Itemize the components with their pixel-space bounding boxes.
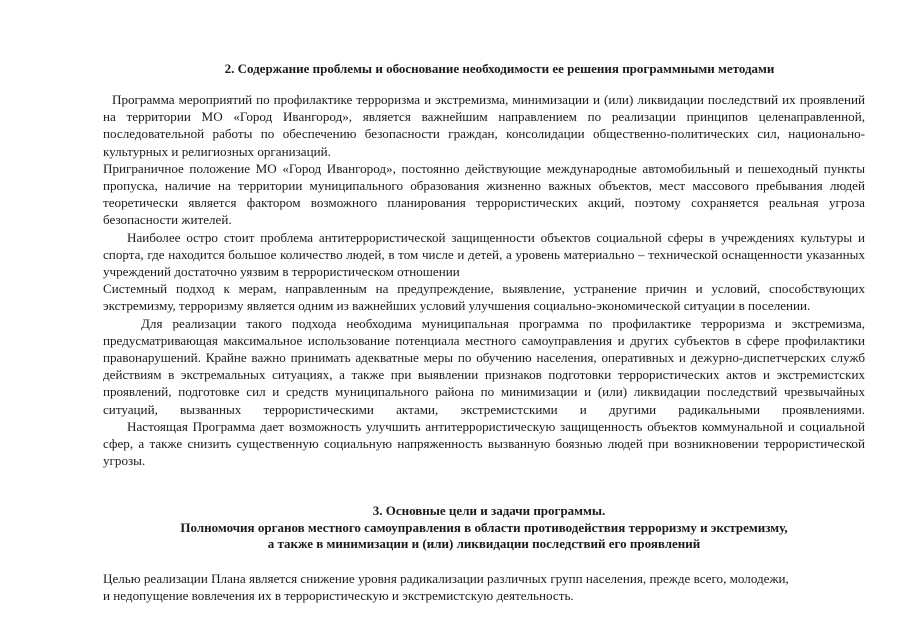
section-3-subtitle-line1: Полномочия органов местного самоуправления в области противодействия терроризму и экстремизму, [180,519,788,535]
goal-paragraph [103,570,865,604]
section-3-heading [103,503,865,553]
section-2-heading: 2. Содержание проблемы и обоснование необходимости ее решения программными методами [224,61,775,76]
paragraph-system-approach: Системный подход к мерам, направленным на предупреждение, выявление, устранение причин и условий, способствующих экстремизму, терроризму является одним из важнейших условий улучшения социально-экономической ситуации в поселении. [103,281,865,314]
paragraph-border-position: Приграничное положение МО «Город Ивангород», постоянно действующие международные автомобильный и пешеходный пункты пропуска, наличие на территории муниципального образования жизненно важных объектов, мест массового пребывания людей теоретически является фактором возможного планирования террористических акций, поэтому сохраняется реальная угроза безопасности жителей. [103,160,865,228]
section-3-subtitle-line2: а также в минимизации и (или) ликвидации последствий его проявлений [267,536,701,551]
paragraph-program-intro: Программа мероприятий по профилактике терроризма и экстремизма, минимизации и (или) ликвидации последствий их проявлений на территории МО «Город Ивангород», является важнейшим направлением по реализации принципов целенаправленной, последовательной работы по обеспечению безопасности граждан, консолидации общественно-политических сил, национально-культурных и религиозных организаций. [103,92,865,159]
section-3-title: 3. Основные цели и задачи программы. [372,503,606,518]
section-2-body [103,91,865,469]
goal-line-2: и недопущение вовлечения их в террористическую и экстремистскую деятельность. [103,588,574,604]
paragraph-municipal-program: Для реализации такого подхода необходима муниципальная программа по профилактике терроризма и экстремизма, предусматривающая максимальное использование потенциала местного самоуправления и других субъектов в сфере профилактики правонарушений. Крайне важно принимать адекватные меры по обучению населения, оперативных и дежурно-диспетчерских служб действиям в экстремальных ситуациях, а также при выявлении признаков подготовки террористических актов и экстремистских проявлений, подготовке сил и средств муниципального района по минимизации и (или) ликвидации последствий чрезвычайных ситуаций, вызванных террористическими актами, экстремистскими и другими радикальными проявлениями. [103,315,865,417]
paragraph-social-objects: Наиболее остро стоит проблема антитеррористической защищенности объектов социальной сферы в учреждениях культуры и спорта, где находится большое количество людей, в том числе и детей, а уровень материально – технической оснащенности указанных учреждений достаточно уязвим в террористическом отношении [103,229,865,280]
goal-line-1: Целью реализации Плана является снижение уровня радикализации различных групп населения, прежде всего, молодежи, [103,571,789,586]
paragraph-program-opportunity: Настоящая Программа дает возможность улучшить антитеррористическую защищенность объектов коммунальной и социальной сфер, а также снизить существенную социальную напряженность вызванную боязнью людей при возникновении террористической угрозы. [103,418,865,469]
